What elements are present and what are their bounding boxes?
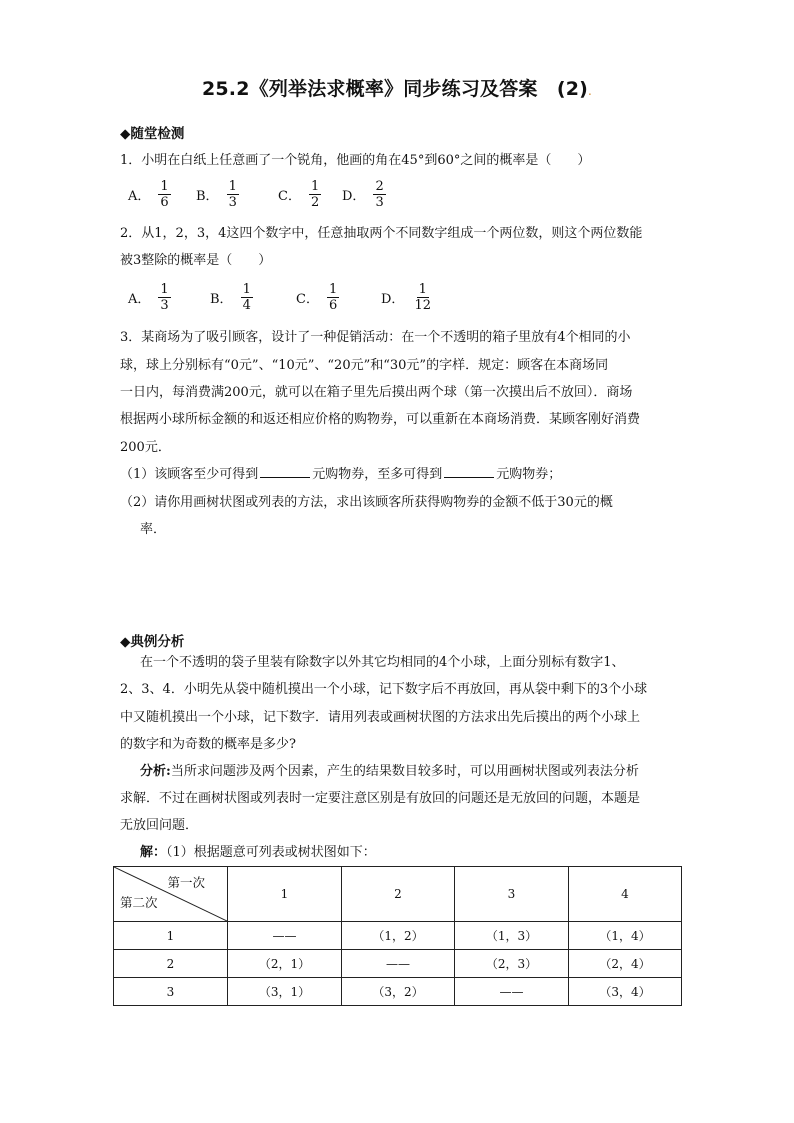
answer-blank-1 (260, 465, 310, 478)
q2-option-b: B． $\frac{1}{4}$ (210, 281, 251, 313)
col-header: 4 (569, 867, 682, 922)
table-cell: （2，1） (228, 950, 342, 978)
q1-option-a: A． $\frac{1}{6}$ (128, 178, 169, 210)
q3-line1: 3．某商场为了吸引顾客，设计了一种促销活动：在一个不透明的箱子里放有4个相同的小 (120, 330, 631, 345)
solution-line: 解：（1）根据题意可列表或树状图如下： (140, 845, 376, 860)
col-header: 1 (228, 867, 342, 922)
fraction: $\frac{2}{3}$ (375, 178, 384, 210)
analysis-line2: 求解．不过在画树状图或列表时一定要注意区别是有放回的问题还是无放回的问题，本题是 (120, 791, 641, 806)
q1-option-d: D． $\frac{2}{3}$ (342, 178, 384, 210)
example-p4: 的数字和为奇数的概率是多少? (120, 737, 296, 752)
q1-option-c: C． $\frac{1}{2}$ (278, 178, 320, 210)
section-heading-practice: ◆随堂检测 (120, 126, 185, 142)
q1-option-b: B． $\frac{1}{3}$ (196, 178, 237, 210)
q3-line2: 球，球上分别标有“0元”、“10元”、“20元”和“30元”的字样．规定：顾客在本商场同 (120, 358, 609, 373)
fraction: $\frac{1}{2}$ (310, 178, 320, 210)
q2-option-a: A． $\frac{1}{3}$ (128, 281, 169, 313)
table-cell: （3，4） (569, 978, 682, 1006)
table-cell: （3，1） (228, 978, 342, 1006)
fraction: $\frac{1}{3}$ (160, 281, 169, 313)
outcome-table (113, 866, 682, 1006)
solution-label: 解： (140, 845, 167, 860)
q3-line5: 200元． (120, 440, 171, 455)
q2-option-d: D． $\frac{1}{12}$ (381, 281, 431, 313)
example-p1: 在一个不透明的袋子里装有除数字以外其它均相同的4个小球，上面分别标有数字1、 (140, 655, 625, 670)
table-cell: （3，2） (342, 978, 455, 1006)
header-second-draw: 第二次 (120, 895, 158, 910)
header-first-draw: 第一次 (167, 875, 205, 890)
fraction: $\frac{1}{6}$ (328, 281, 338, 313)
section-heading-example: ◆典例分析 (120, 634, 185, 650)
fraction: $\frac{1}{4}$ (242, 281, 251, 313)
page-title (0, 74, 794, 101)
analysis-label: 分析: (140, 764, 171, 779)
table-cell: —— (455, 978, 569, 1006)
q3-sub1: （1）该顾客至少可得到 元购物券，至多可得到 元购物券； (120, 467, 562, 482)
table-row (114, 978, 682, 1006)
table-cell: —— (228, 922, 342, 950)
analysis-line3: 无放回问题． (120, 818, 199, 833)
col-header: 3 (455, 867, 569, 922)
example-p2: 2、3、4．小明先从袋中随机摸出一个小球，记下数字后不再放回，再从袋中剩下的3个小球 (120, 682, 648, 697)
fraction: $\frac{1}{6}$ (160, 178, 169, 210)
table-cell: （1，4） (569, 922, 682, 950)
row-label: 1 (114, 922, 228, 950)
table-cell: （1，2） (342, 922, 455, 950)
q2-line2: 被3整除的概率是（ ） (120, 253, 272, 268)
q3-line4: 根据两小球所标金额的和返还相应价格的购物券，可以重新在本商场消费．某顾客刚好消费 (120, 412, 641, 427)
page-title-text: 25.2《列举法求概率》同步练习及答案 (2) (201, 78, 589, 100)
example-p3: 中又随机摸出一个小球，记下数字．请用列表或画树状图的方法求出先后摸出的两个小球上 (120, 710, 641, 725)
q2-line1: 2．从1，2，3，4这四个数字中，任意抽取两个不同数字组成一个两位数，则这个两位数能 (120, 226, 643, 241)
table-cell: （2，4） (569, 950, 682, 978)
title-mark: . (588, 84, 593, 98)
q3-sub2-line1: （2）请你用画树状图或列表的方法，求出该顾客所获得购物券的金额不低于30元的概 (120, 495, 613, 510)
fraction: $\frac{1}{3}$ (228, 178, 237, 210)
row-label: 3 (114, 978, 228, 1006)
col-header: 2 (342, 867, 455, 922)
q1-text: 1．小明在白纸上任意画了一个锐角，他画的角在45°到60°之间的概率是（ ） (120, 153, 591, 168)
q2-option-c: C． $\frac{1}{6}$ (296, 281, 338, 313)
answer-blank-2 (444, 465, 494, 478)
q3-line3: 一日内，每消费满200元，就可以在箱子里先后摸出两个球（第一次摸出后不放回）．商场 (120, 385, 633, 400)
table-cell: （2，3） (455, 950, 569, 978)
table-row (114, 922, 682, 950)
row-label: 2 (114, 950, 228, 978)
fraction: $\frac{1}{12}$ (414, 281, 431, 313)
table-header-row (114, 867, 682, 922)
q3-sub2-line2: 率． (140, 522, 167, 537)
table-cell: —— (342, 950, 455, 978)
table-corner-cell (114, 867, 228, 922)
table-row (114, 950, 682, 978)
table-cell: （1，3） (455, 922, 569, 950)
analysis-line1: 分析:当所求问题涉及两个因素，产生的结果数目较多时，可以用画树状图或列表法分析 (140, 764, 639, 779)
